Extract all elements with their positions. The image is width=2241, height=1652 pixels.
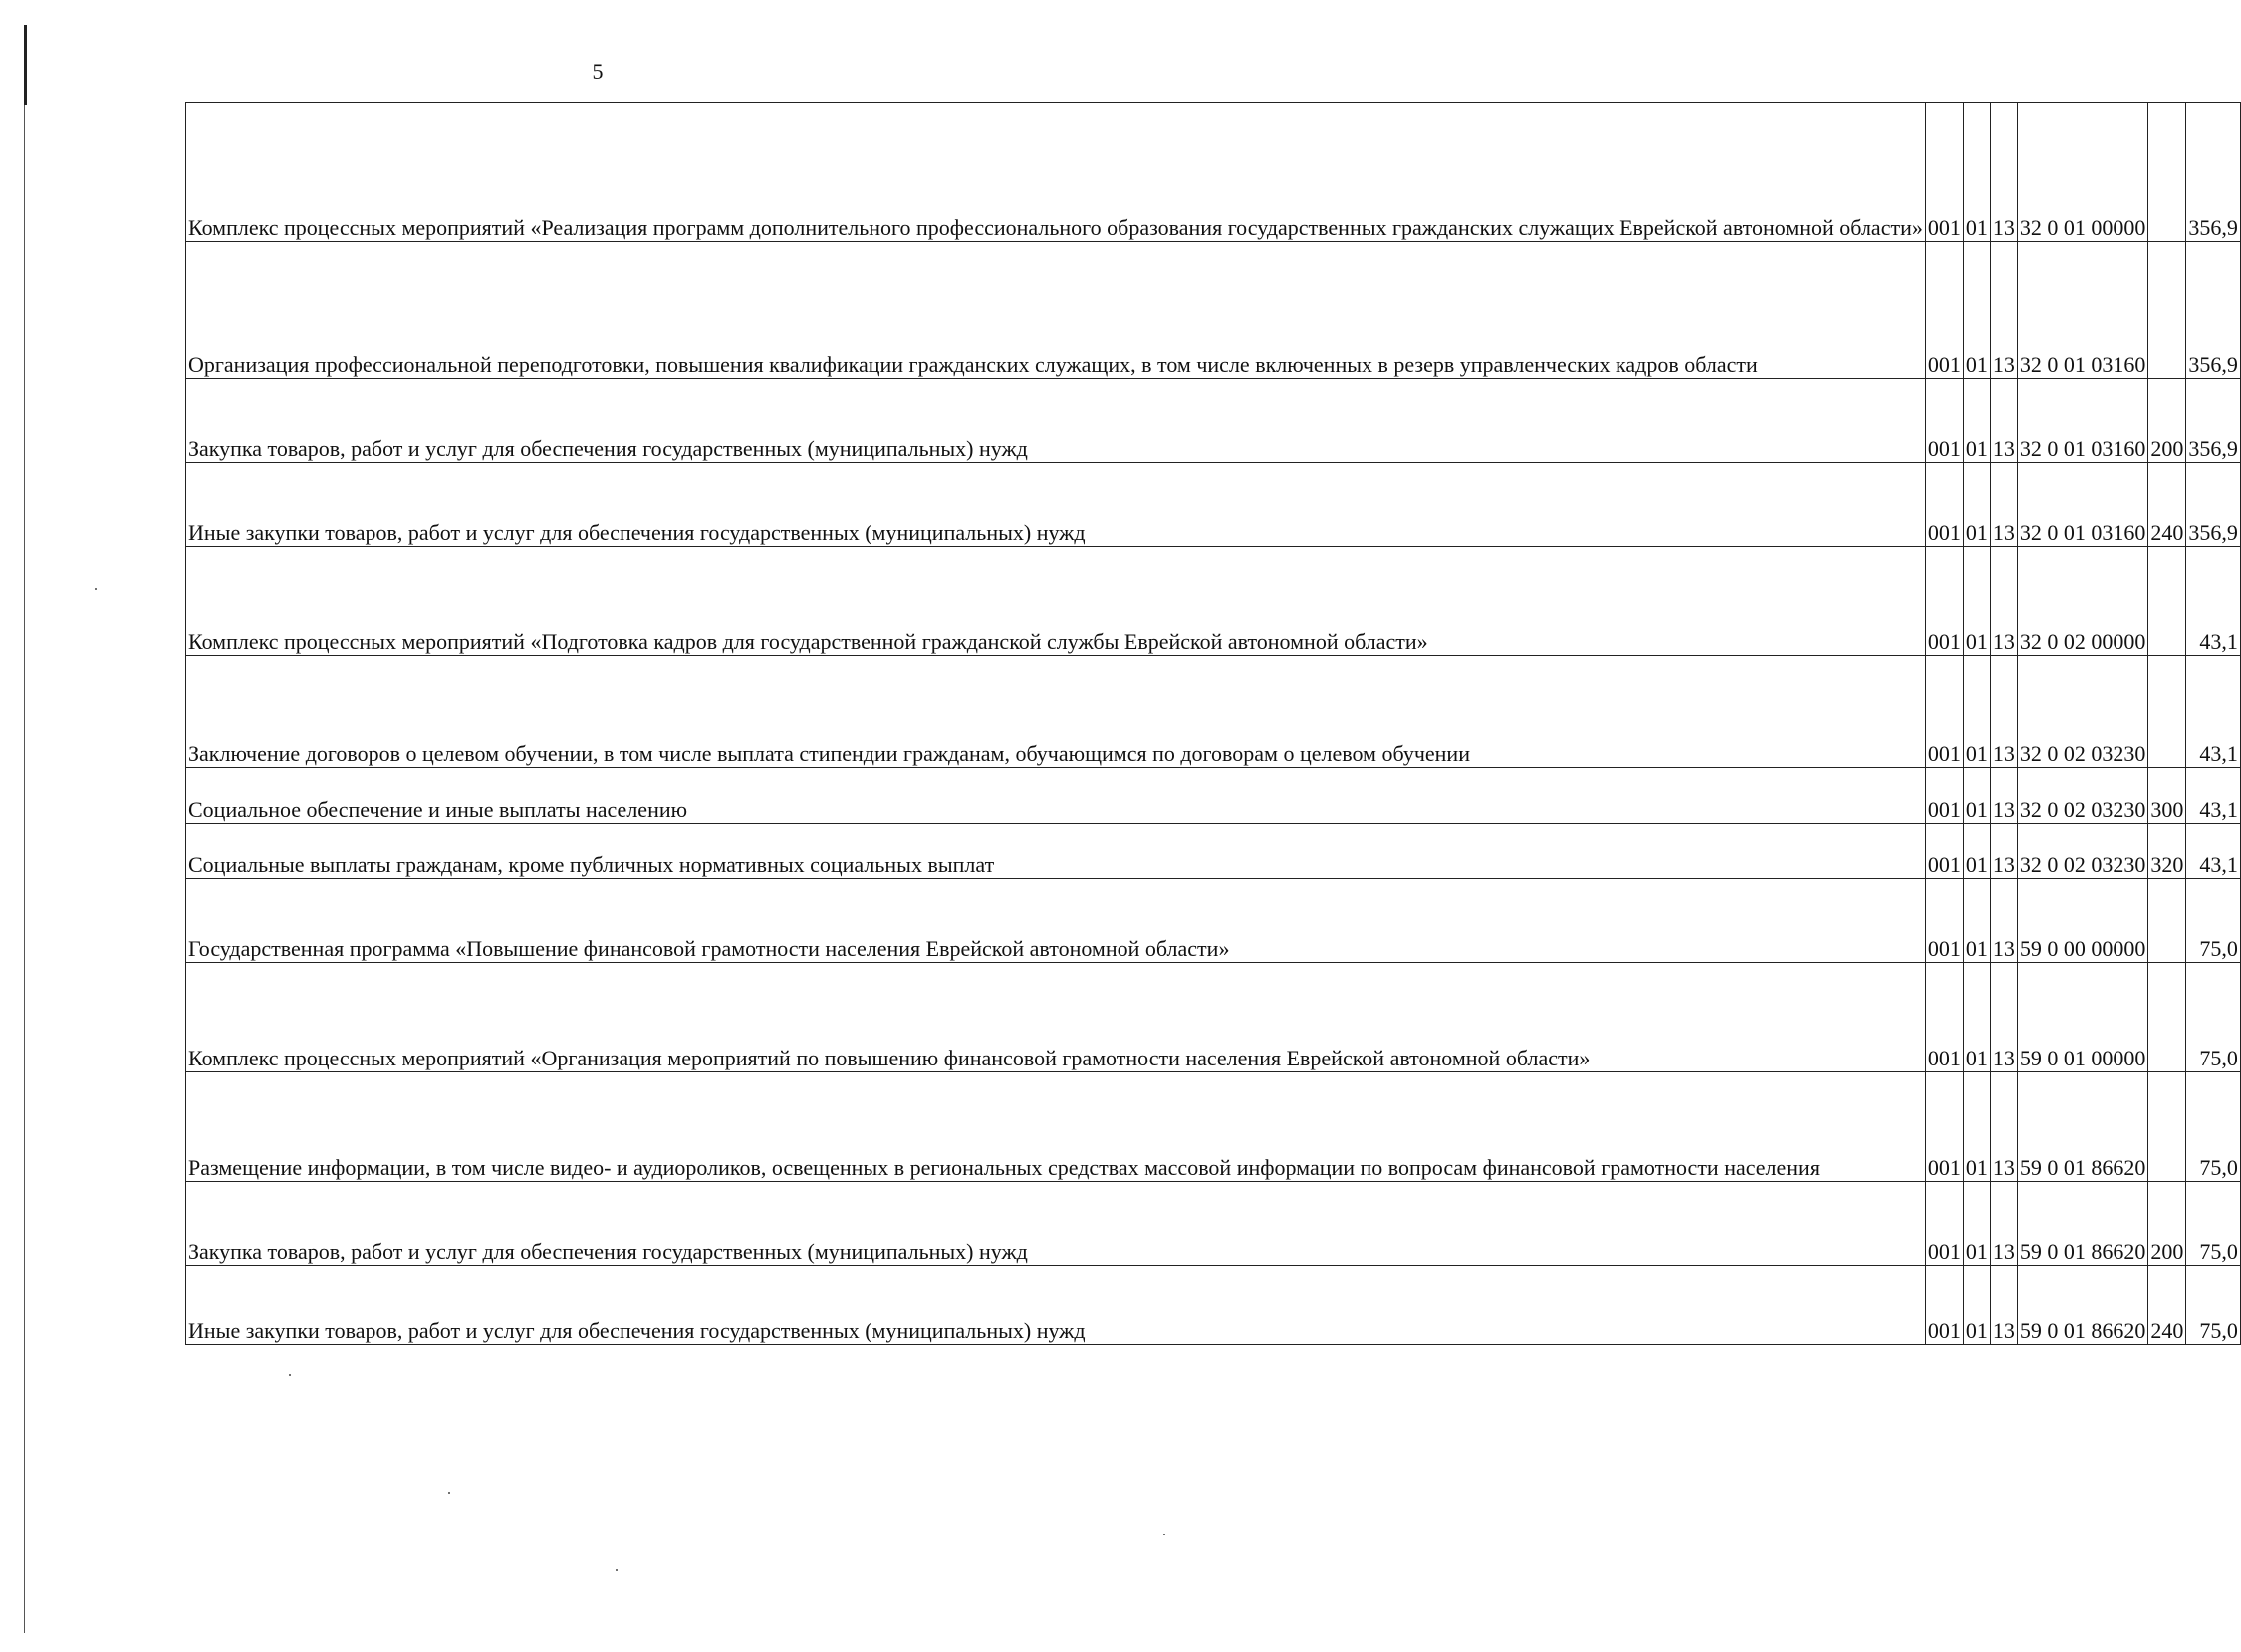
row-name: Размещение информации, в том числе видео- и аудиороликов, освещенных в региональных средствах массовой информации по вопросам финансовой грамотности населения bbox=[186, 1072, 1926, 1182]
row-pr-code: 13 bbox=[1990, 547, 2017, 656]
row-rz-code: 01 bbox=[1963, 1266, 1990, 1345]
row-rz-code: 01 bbox=[1963, 547, 1990, 656]
row-name: Комплекс процессных мероприятий «Подготовка кадров для государственной гражданской службы Еврейской автономной области» bbox=[186, 547, 1926, 656]
row-pr-code: 13 bbox=[1990, 1072, 2017, 1182]
row-csr-code: 32 0 02 03230 bbox=[2017, 656, 2148, 768]
row-amount: 43,1 bbox=[2186, 768, 2241, 824]
row-amount: 75,0 bbox=[2186, 879, 2241, 963]
row-rz-code: 01 bbox=[1963, 463, 1990, 547]
row-name: Иные закупки товаров, работ и услуг для обеспечения государственных (муниципальных) нужд bbox=[186, 1266, 1926, 1345]
row-gr-code: 001 bbox=[1925, 1072, 1963, 1182]
row-vr-code: 300 bbox=[2148, 768, 2186, 824]
row-gr-code: 001 bbox=[1925, 963, 1963, 1072]
row-vr-code bbox=[2148, 547, 2186, 656]
row-name: Организация профессиональной переподготовки, повышения квалификации гражданских служащих, в том числе включенных в резерв управленческих кадров области bbox=[186, 242, 1926, 379]
row-amount: 356,9 bbox=[2186, 379, 2241, 463]
row-amount: 43,1 bbox=[2186, 547, 2241, 656]
row-amount: 43,1 bbox=[2186, 824, 2241, 879]
row-rz-code: 01 bbox=[1963, 768, 1990, 824]
row-name: Закупка товаров, работ и услуг для обеспечения государственных (муниципальных) нужд bbox=[186, 379, 1926, 463]
row-gr-code: 001 bbox=[1925, 103, 1963, 242]
row-amount: 43,1 bbox=[2186, 656, 2241, 768]
row-pr-code: 13 bbox=[1990, 103, 2017, 242]
row-gr-code: 001 bbox=[1925, 1182, 1963, 1266]
row-gr-code: 001 bbox=[1925, 547, 1963, 656]
row-csr-code: 59 0 01 00000 bbox=[2017, 963, 2148, 1072]
row-csr-code: 32 0 02 00000 bbox=[2017, 547, 2148, 656]
scan-speck bbox=[289, 1374, 291, 1376]
row-gr-code: 001 bbox=[1925, 1266, 1963, 1345]
row-csr-code: 32 0 02 03230 bbox=[2017, 768, 2148, 824]
row-csr-code: 32 0 01 03160 bbox=[2017, 379, 2148, 463]
row-pr-code: 13 bbox=[1990, 463, 2017, 547]
row-rz-code: 01 bbox=[1963, 879, 1990, 963]
row-gr-code: 001 bbox=[1925, 379, 1963, 463]
row-gr-code: 001 bbox=[1925, 824, 1963, 879]
table-row bbox=[186, 824, 2241, 879]
page-number: 5 bbox=[592, 59, 604, 84]
row-csr-code: 32 0 01 00000 bbox=[2017, 103, 2148, 242]
row-name: Государственная программа «Повышение финансовой грамотности населения Еврейской автономной области» bbox=[186, 879, 1926, 963]
row-amount: 356,9 bbox=[2186, 242, 2241, 379]
table-row bbox=[186, 103, 2241, 242]
budget-table bbox=[185, 102, 2241, 1345]
row-pr-code: 13 bbox=[1990, 379, 2017, 463]
row-vr-code: 240 bbox=[2148, 1266, 2186, 1345]
row-rz-code: 01 bbox=[1963, 824, 1990, 879]
row-name: Комплекс процессных мероприятий «Реализация программ дополнительного профессионального образования государственных гражданских служащих Еврейской автономной области» bbox=[186, 103, 1926, 242]
row-rz-code: 01 bbox=[1963, 103, 1990, 242]
row-gr-code: 001 bbox=[1925, 242, 1963, 379]
row-rz-code: 01 bbox=[1963, 242, 1990, 379]
row-pr-code: 13 bbox=[1990, 656, 2017, 768]
table-row bbox=[186, 879, 2241, 963]
row-vr-code: 200 bbox=[2148, 1182, 2186, 1266]
row-rz-code: 01 bbox=[1963, 1182, 1990, 1266]
table-row bbox=[186, 1266, 2241, 1345]
row-pr-code: 13 bbox=[1990, 879, 2017, 963]
row-vr-code bbox=[2148, 656, 2186, 768]
table-row bbox=[186, 379, 2241, 463]
row-vr-code: 240 bbox=[2148, 463, 2186, 547]
row-name: Социальные выплаты гражданам, кроме публичных нормативных социальных выплат bbox=[186, 824, 1926, 879]
row-vr-code bbox=[2148, 963, 2186, 1072]
row-vr-code bbox=[2148, 242, 2186, 379]
scan-edge-line bbox=[24, 105, 25, 1633]
row-csr-code: 59 0 01 86620 bbox=[2017, 1072, 2148, 1182]
table-row bbox=[186, 1182, 2241, 1266]
row-amount: 356,9 bbox=[2186, 103, 2241, 242]
row-pr-code: 13 bbox=[1990, 1266, 2017, 1345]
row-gr-code: 001 bbox=[1925, 879, 1963, 963]
row-vr-code: 320 bbox=[2148, 824, 2186, 879]
row-csr-code: 32 0 01 03160 bbox=[2017, 463, 2148, 547]
row-pr-code: 13 bbox=[1990, 963, 2017, 1072]
row-vr-code bbox=[2148, 879, 2186, 963]
scan-speck bbox=[95, 588, 97, 590]
scan-speck bbox=[616, 1569, 618, 1571]
row-rz-code: 01 bbox=[1963, 963, 1990, 1072]
table-row bbox=[186, 242, 2241, 379]
row-name: Комплекс процессных мероприятий «Организация мероприятий по повышению финансовой грамотности населения Еврейской автономной области» bbox=[186, 963, 1926, 1072]
row-csr-code: 32 0 01 03160 bbox=[2017, 242, 2148, 379]
row-rz-code: 01 bbox=[1963, 656, 1990, 768]
row-gr-code: 001 bbox=[1925, 463, 1963, 547]
row-csr-code: 59 0 01 86620 bbox=[2017, 1182, 2148, 1266]
row-amount: 75,0 bbox=[2186, 963, 2241, 1072]
row-amount: 75,0 bbox=[2186, 1182, 2241, 1266]
row-name: Иные закупки товаров, работ и услуг для обеспечения государственных (муниципальных) нужд bbox=[186, 463, 1926, 547]
row-vr-code: 200 bbox=[2148, 379, 2186, 463]
row-vr-code bbox=[2148, 103, 2186, 242]
table-row bbox=[186, 1072, 2241, 1182]
row-rz-code: 01 bbox=[1963, 1072, 1990, 1182]
row-amount: 75,0 bbox=[2186, 1072, 2241, 1182]
row-pr-code: 13 bbox=[1990, 242, 2017, 379]
row-rz-code: 01 bbox=[1963, 379, 1990, 463]
row-csr-code: 59 0 01 86620 bbox=[2017, 1266, 2148, 1345]
row-pr-code: 13 bbox=[1990, 768, 2017, 824]
table-row bbox=[186, 963, 2241, 1072]
row-pr-code: 13 bbox=[1990, 824, 2017, 879]
row-amount: 75,0 bbox=[2186, 1266, 2241, 1345]
row-gr-code: 001 bbox=[1925, 656, 1963, 768]
budget-table-body bbox=[186, 103, 2241, 1345]
row-name: Закупка товаров, работ и услуг для обеспечения государственных (муниципальных) нужд bbox=[186, 1182, 1926, 1266]
table-row bbox=[186, 463, 2241, 547]
row-pr-code: 13 bbox=[1990, 1182, 2017, 1266]
row-name: Заключение договоров о целевом обучении, в том числе выплата стипендии гражданам, обучающимся по договорам о целевом обучении bbox=[186, 656, 1926, 768]
row-csr-code: 32 0 02 03230 bbox=[2017, 824, 2148, 879]
scan-speck bbox=[448, 1492, 450, 1494]
scan-speck bbox=[1163, 1534, 1165, 1535]
table-row bbox=[186, 547, 2241, 656]
table-row bbox=[186, 768, 2241, 824]
row-vr-code bbox=[2148, 1072, 2186, 1182]
table-row bbox=[186, 656, 2241, 768]
row-name: Социальное обеспечение и иные выплаты населению bbox=[186, 768, 1926, 824]
row-csr-code: 59 0 00 00000 bbox=[2017, 879, 2148, 963]
row-amount: 356,9 bbox=[2186, 463, 2241, 547]
row-gr-code: 001 bbox=[1925, 768, 1963, 824]
